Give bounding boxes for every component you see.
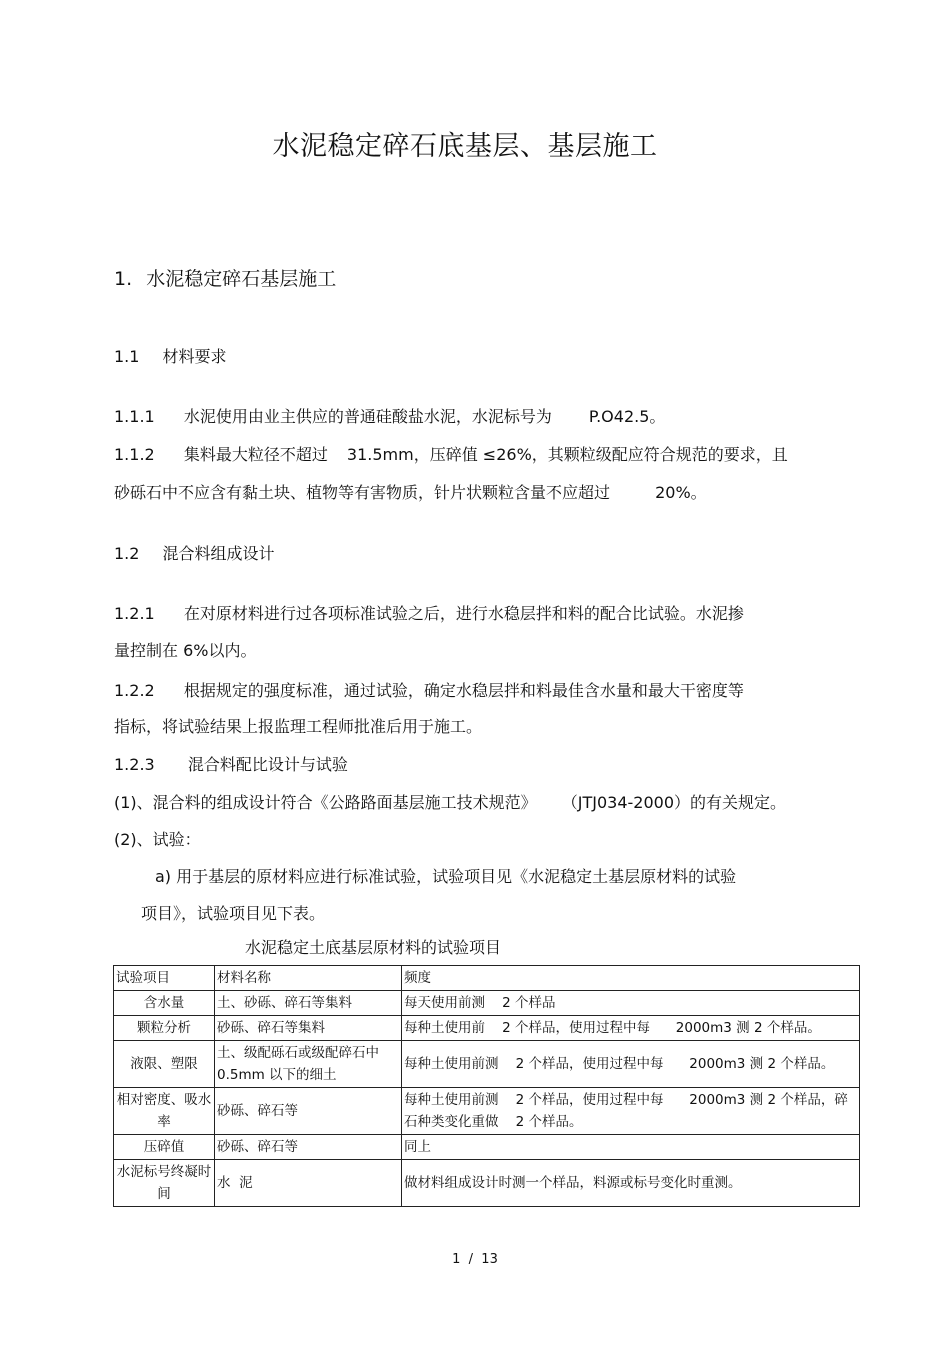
item-a-line1: a) 用于基层的原材料应进行标准试验，试验项目见《水泥稳定土基层原材料的试验 bbox=[155, 867, 737, 886]
section-title: 水泥稳定碎石基层施工 bbox=[146, 268, 337, 290]
table-cell: 每种土使用前测 2 个样品，使用过程中每 2000m3 测 2 个样品，碎石种类变化重做 2 个样品。 bbox=[402, 1088, 860, 1135]
section-1-heading bbox=[114, 264, 336, 291]
table-header-cell: 频度 bbox=[402, 966, 860, 991]
table-cell: 水 泥 bbox=[215, 1160, 402, 1207]
paragraph-1-2-3 bbox=[114, 752, 348, 775]
table-caption: 水泥稳定土底基层原材料的试验项目 bbox=[245, 938, 502, 957]
page-number: 1 / 13 bbox=[452, 1252, 498, 1267]
table-cell: 土、级配砾石或级配碎石中 0.5mm 以下的细土 bbox=[215, 1041, 402, 1088]
clause-text-cont: 31.5mm，压碎值 ≤26%，其颗粒级配应符合规范的要求，且 bbox=[346, 445, 788, 464]
paragraph-1-1-1 bbox=[114, 404, 665, 427]
paragraph-1-2-1-line1 bbox=[114, 601, 744, 624]
materials-test-table bbox=[113, 965, 860, 1207]
clause-number: 1.2.1 bbox=[114, 604, 155, 623]
item-1 bbox=[114, 790, 786, 813]
section-1-1-heading bbox=[114, 344, 227, 367]
document-title: 水泥稳定碎石底基层、基层施工 bbox=[272, 131, 658, 162]
clause-number: 1.2.2 bbox=[114, 681, 155, 700]
table-cell: 做材料组成设计时测一个样品，料源或标号变化时重测。 bbox=[402, 1160, 860, 1207]
table-row bbox=[114, 1016, 860, 1041]
section-number: 1. bbox=[114, 268, 133, 290]
paragraph-1-2-1-line2: 量控制在 6%以内。 bbox=[114, 641, 257, 660]
table-row bbox=[114, 1088, 860, 1135]
table-cell: 水泥标号终凝时间 bbox=[114, 1160, 215, 1207]
table-row bbox=[114, 1135, 860, 1160]
clause-value: 20%。 bbox=[655, 483, 707, 502]
clause-text: 根据规定的强度标准，通过试验，确定水稳层拌和料最佳含水量和最大干密度等 bbox=[183, 681, 744, 700]
table-row bbox=[114, 1160, 860, 1207]
table-cell: 砂砾、碎石等 bbox=[215, 1135, 402, 1160]
clause-text: 水泥使用由业主供应的普通硅酸盐水泥，水泥标号为 bbox=[183, 407, 552, 426]
clause-text: 砂砾石中不应含有黏土块、植物等有害物质，针片状颗粒含量不应超过 bbox=[114, 483, 611, 502]
table-cell: 压碎值 bbox=[114, 1135, 215, 1160]
table-cell: 每种土使用前 2 个样品，使用过程中每 2000m3 测 2 个样品。 bbox=[402, 1016, 860, 1041]
clause-number: 1.1.1 bbox=[114, 407, 155, 426]
clause-text: 混合料配比设计与试验 bbox=[187, 755, 348, 774]
table-row bbox=[114, 1041, 860, 1088]
clause-text: 集料最大粒径不超过 bbox=[183, 445, 328, 464]
table-cell: 砂砾、碎石等集料 bbox=[215, 1016, 402, 1041]
paragraph-1-2-2-line1 bbox=[114, 678, 744, 701]
section-title: 材料要求 bbox=[162, 347, 227, 366]
clause-number: 1.2.3 bbox=[114, 755, 155, 774]
table-cell: 砂砾、碎石等 bbox=[215, 1088, 402, 1135]
table-cell: 同上 bbox=[402, 1135, 860, 1160]
table-cell: 每天使用前测 2 个样品 bbox=[402, 991, 860, 1016]
section-title: 混合料组成设计 bbox=[162, 544, 275, 563]
table-header-row bbox=[114, 966, 860, 991]
table-cell: 液限、塑限 bbox=[114, 1041, 215, 1088]
section-number: 1.2 bbox=[114, 544, 140, 563]
table-cell: 相对密度、吸水率 bbox=[114, 1088, 215, 1135]
item-text: (1)、混合料的组成设计符合《公路路面基层施工技术规范》 bbox=[114, 793, 537, 812]
table-cell: 土、砂砾、碎石等集料 bbox=[215, 991, 402, 1016]
table-cell: 颗粒分析 bbox=[114, 1016, 215, 1041]
section-number: 1.1 bbox=[114, 347, 140, 366]
table-cell: 每种土使用前测 2 个样品，使用过程中每 2000m3 测 2 个样品。 bbox=[402, 1041, 860, 1088]
clause-number: 1.1.2 bbox=[114, 445, 155, 464]
item-text-cont: （JTJ034-2000）的有关规定。 bbox=[561, 793, 787, 812]
table-row bbox=[114, 991, 860, 1016]
table-header-cell: 试验项目 bbox=[114, 966, 215, 991]
paragraph-1-1-2-line2 bbox=[114, 480, 707, 503]
paragraph-1-1-2-line1 bbox=[114, 442, 788, 465]
table-cell: 含水量 bbox=[114, 991, 215, 1016]
table-header-cell: 材料名称 bbox=[215, 966, 402, 991]
section-1-2-heading bbox=[114, 541, 275, 564]
paragraph-1-2-2-line2: 指标，将试验结果上报监理工程师批准后用于施工。 bbox=[114, 717, 483, 736]
item-a-line2: 项目》，试验项目见下表。 bbox=[141, 904, 326, 923]
clause-text: 在对原材料进行过各项标准试验之后，进行水稳层拌和料的配合比试验。水泥掺 bbox=[183, 604, 744, 623]
item-2: (2)、试验： bbox=[114, 830, 201, 849]
clause-value: P.O42.5。 bbox=[588, 407, 666, 426]
